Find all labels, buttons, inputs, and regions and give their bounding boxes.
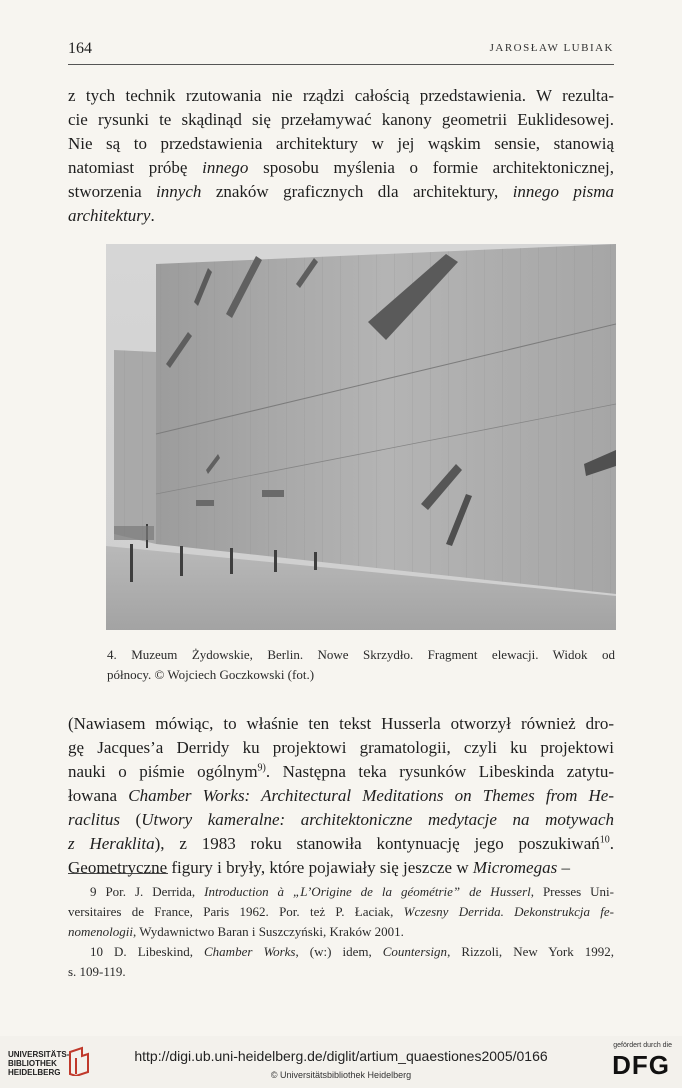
dfg-logo: DFG xyxy=(612,1050,670,1080)
copyright-notice: © Universitätsbibliothek Heidelberg xyxy=(270,1070,412,1080)
text-line: stworzenia innych znaków graficznych dla architektury, innego pisma xyxy=(68,182,615,201)
text-line: nauki o piśmie ogólnym$^{9)}$. Następna teka rysunków Libeskinda zatytu- xyxy=(68,762,614,781)
running-head: JAROSŁAW LUBIAK xyxy=(489,42,614,54)
footnote-ref-10: 10 xyxy=(599,834,610,846)
text-line: Geometryczne figury i bryły, które pojawiały się jeszcze w Micromegas – xyxy=(68,858,570,877)
library-name: UNIVERSITÄTS- BIBLIOTHEK HEIDELBERG xyxy=(8,1050,70,1077)
footnote-10-line: s. 109-119. xyxy=(68,964,126,979)
text-line: Nie są to przedstawienia architektury w jej wąskim sensie, stanowią xyxy=(68,134,614,153)
footnote-10-line: 10 D. Libeskind, Chamber Works, (w:) idem, Countersign, Rizzoli, New York 1992, xyxy=(90,944,615,959)
text-line: (Nawiasem mówiąc, to właśnie ten tekst Husserla otworzył również dro- xyxy=(68,714,614,733)
figure-caption xyxy=(107,645,615,685)
footnote-9-line: nomenologii, Wydawnictwo Baran i Suszczyński, Kraków 2001. xyxy=(68,924,404,939)
page-number: 164 xyxy=(68,40,92,57)
funder-note: gefördert durch die xyxy=(613,1042,672,1049)
caption-line: północy. © Wojciech Goczkowski (fot.) xyxy=(107,667,315,682)
footnote-ref-9: 9) xyxy=(257,762,266,774)
footnote-9-line: versitaires de France, Paris 1962. Por. też P. Łaciak, Wczesny Derrida. Dekonstrukcja fe- xyxy=(68,904,614,919)
source-url-link[interactable]: http://digi.ub.uni-heidelberg.de/diglit/artium_quaestiones2005/0166 xyxy=(134,1048,548,1064)
text-line: cie rysunki te skądinąd się przełamywać kanony geometrii Euklidesowej. xyxy=(68,110,614,129)
text-line: z tych technik rzutowania nie rządzi całością przedstawienia. W rezulta- xyxy=(68,86,614,105)
figure-photo-museum-facade xyxy=(106,244,616,630)
footnotes xyxy=(68,882,614,982)
text-line: natomiast próbę innego sposobu myślenia o formie architektonicznej, xyxy=(68,158,614,177)
page-header xyxy=(68,36,614,65)
paragraph-2 xyxy=(68,712,614,880)
text-line: gę Jacques’a Derridy ku projektowi gramatologii, czyli ku projektowi xyxy=(68,738,614,757)
digitization-footer xyxy=(0,1036,682,1088)
text-line: architektury. xyxy=(68,206,155,225)
text-line: z Heraklita), z 1983 roku stanowiła kontynuację jego poszukiwań$^{10}$. xyxy=(68,834,614,853)
text-line: raclitus (Utwory kameralne: architektoniczne medytacje na motywach xyxy=(68,810,614,829)
footnote-divider xyxy=(68,873,168,874)
footnote-9-line: 9 Por. J. Derrida, Introduction à „L’Origine de la géométrie” de Husserl, Presses Uni- xyxy=(90,884,614,899)
paragraph-1 xyxy=(68,84,614,228)
text-line: łowana Chamber Works: Architectural Meditations on Themes from He- xyxy=(68,786,614,805)
caption-line: 4. Muzeum Żydowskie, Berlin. Nowe Skrzydło. Fragment elewacji. Widok od xyxy=(107,647,615,662)
